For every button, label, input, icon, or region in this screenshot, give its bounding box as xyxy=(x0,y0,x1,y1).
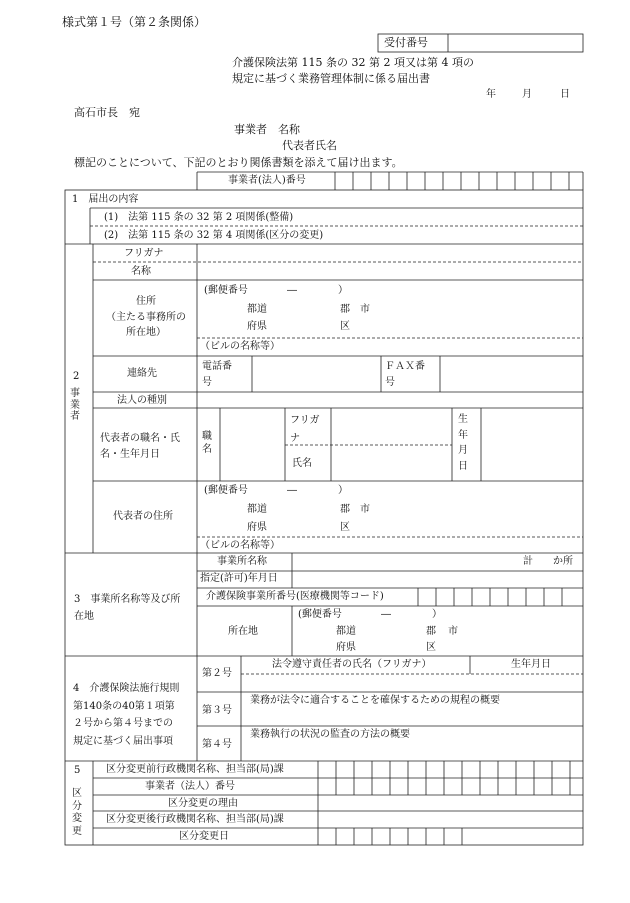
todo-label: 都道 xyxy=(247,304,267,315)
office-todo-label: 都道 xyxy=(336,626,356,637)
rep-fuken-label: 府県 xyxy=(247,522,267,533)
section2-label-vertical: 事業者 xyxy=(70,388,80,422)
ku-label: 区 xyxy=(340,321,350,332)
section3-label: 3 事業所名称等及び所 在地 xyxy=(74,594,181,622)
position-field[interactable] xyxy=(222,410,283,479)
office-number-label: 介護保険事業所番号(医療機関等コード) xyxy=(206,591,384,602)
office-gun-label: 郡 xyxy=(426,626,436,637)
corp-type-field[interactable] xyxy=(199,394,581,406)
after-agency-label: 区分変更後行政機関名称、担当部(局)課 xyxy=(106,814,284,825)
fax-label: ＦＡＸ番 号 xyxy=(385,361,425,388)
name-label: 名称 xyxy=(131,266,151,277)
section1-item2[interactable]: (2) 法第 115 条の 32 第 4 項関係(区分の変更) xyxy=(104,230,324,241)
birth-field[interactable] xyxy=(483,410,581,479)
postal-close: ） xyxy=(338,285,348,296)
address-label: 住所 （主たる事務所の 所在地） xyxy=(106,296,186,338)
section1-item1[interactable]: (1) 法第 115 条の 32 第 2 項関係(整備) xyxy=(104,212,294,223)
location-label: 所在地 xyxy=(228,626,258,637)
before-agency-label: 区分変更前行政機関名称、担当部(局)課 xyxy=(106,764,284,775)
rep-address-label: 代表者の住所 xyxy=(113,511,173,522)
addressee: 高石市長 宛 xyxy=(74,106,140,119)
birth-label: 生 年 月 日 xyxy=(458,414,468,472)
gun-label: 郡 xyxy=(340,304,350,315)
reception-label: 受付番号 xyxy=(384,36,428,49)
birth-date-label: 生年月日 xyxy=(511,659,551,670)
rep-furigana-label: フリガ ナ xyxy=(290,415,320,444)
office-shi-label: 市 xyxy=(448,626,458,637)
position-label: 職 名 xyxy=(202,431,212,455)
operator-number-label: 事業者(法人)番号 xyxy=(228,175,306,186)
no3-label: 第３号 xyxy=(202,705,232,716)
designated-date-field[interactable] xyxy=(294,572,581,586)
compliance-officer-label: 法令遵守責任者の氏名（フリガナ） xyxy=(272,659,432,670)
rep-gun-label: 郡 xyxy=(340,504,350,515)
date-day: 日 xyxy=(560,89,570,100)
corp-type-label: 法人の種別 xyxy=(117,395,167,406)
phone-label: 電話番 号 xyxy=(202,361,232,388)
no4-label: 第４号 xyxy=(202,739,232,750)
fuken-label: 府県 xyxy=(247,321,267,332)
rep-name-field[interactable] xyxy=(333,447,450,479)
rep-postal-close: ） xyxy=(338,485,348,496)
rep-postal-dash: ― xyxy=(287,485,297,496)
designated-date-label: 指定(許可)年月日 xyxy=(200,573,278,584)
postal-label: (郵便番号 xyxy=(204,285,248,296)
office-postal-close: ） xyxy=(432,609,442,620)
rep-name-label: 氏名 xyxy=(292,458,312,469)
no2-label: 第２号 xyxy=(202,668,232,679)
intro-text: 標記のことについて、下記のとおり関係書類を添えて届け出ます。 xyxy=(74,156,403,169)
title-line2: 規定に基づく業務管理体制に係る届出書 xyxy=(232,72,430,85)
after-agency-field[interactable] xyxy=(320,813,581,826)
representative-label: 代表者氏名 xyxy=(282,139,337,152)
office-ku-label: 区 xyxy=(426,642,436,653)
building-label: （ビルの名称等） xyxy=(200,341,280,352)
rep-ku-label: 区 xyxy=(340,522,350,533)
furigana-label: フリガナ xyxy=(124,248,164,259)
title-line1: 介護保険法第 115 条の 32 第 2 項又は第 4 項の xyxy=(232,56,474,69)
reception-number-field[interactable] xyxy=(455,37,579,50)
section4-label: 4 介護保険法施行規則 第140条の40第１項第 ２号から第４号までの 規定に基づく届出事項 xyxy=(73,683,180,747)
office-total: 計 か所 xyxy=(523,556,573,567)
contact-label: 連絡先 xyxy=(127,368,157,379)
phone-field[interactable] xyxy=(255,358,378,390)
section2-number: 2 xyxy=(73,371,80,382)
office-postal-label: (郵便番号 xyxy=(298,609,342,620)
rep-info-label: 代表者の職名・氏 名・生年月日 xyxy=(100,433,180,460)
section5-number: 5 xyxy=(74,765,81,776)
office-postal-dash: ― xyxy=(381,609,391,620)
office-fuken-label: 府県 xyxy=(336,642,356,653)
rep-todo-label: 都道 xyxy=(247,504,267,515)
office-name-label: 事業所名称 xyxy=(217,556,267,567)
date-year: 年 xyxy=(486,89,496,100)
change-date-label: 区分変更日 xyxy=(179,831,229,842)
fax-field[interactable] xyxy=(443,358,581,390)
operator-name-label: 事業者 名称 xyxy=(234,123,300,136)
no3-text: 業務が法令に適合することを確保するための規程の概要 xyxy=(250,695,500,706)
section5-label-vertical: 区分変更 xyxy=(72,788,82,837)
reason-field[interactable] xyxy=(320,797,581,809)
rep-furigana-field[interactable] xyxy=(333,410,450,443)
rep-shi-label: 市 xyxy=(360,504,370,515)
section1-label: 1 届出の内容 xyxy=(72,194,139,205)
postal-dash: ― xyxy=(287,285,297,296)
no4-text: 業務執行の状況の監査の方法の概要 xyxy=(250,729,410,740)
office-name-field[interactable] xyxy=(294,555,514,569)
reason-label: 区分変更の理由 xyxy=(168,798,238,809)
date-month: 月 xyxy=(522,89,532,100)
form-number: 様式第１号（第２条関係） xyxy=(62,15,207,29)
s5-operator-number-label: 事業者（法人）番号 xyxy=(145,781,235,792)
rep-postal-label: (郵便番号 xyxy=(204,485,248,496)
rep-building-label: （ビルの名称等） xyxy=(200,540,280,551)
shi-label: 市 xyxy=(360,304,370,315)
